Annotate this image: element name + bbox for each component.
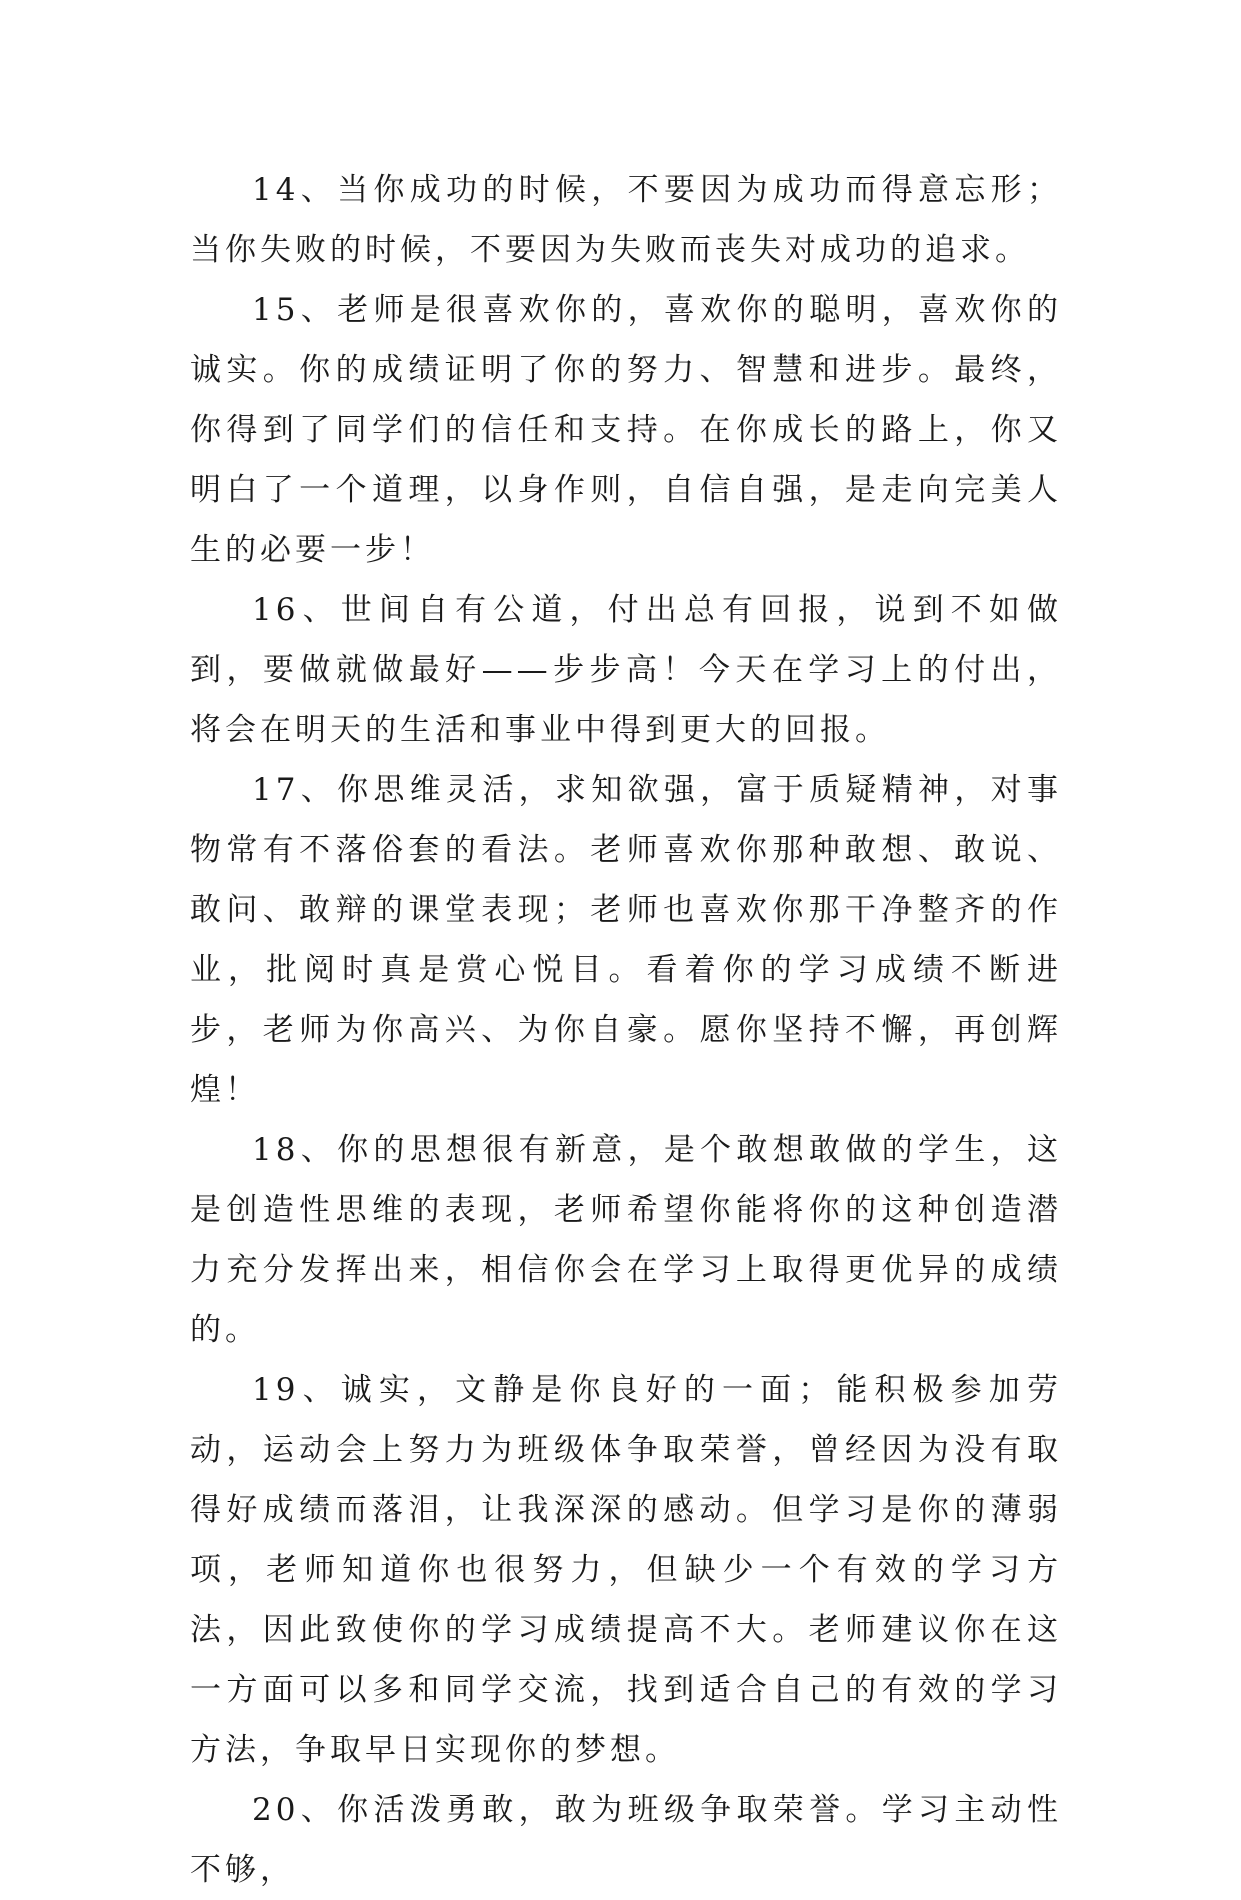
paragraph-17: 17、你思维灵活，求知欲强，富于质疑精神，对事物常有不落俗套的看法。老师喜欢你那种敢想、敢说、敢问、敢辩的课堂表现；老师也喜欢你那干净整齐的作业，批阅时真是赏心悦目。看着你的学习成绩不断进步，老师为你高兴、为你自豪。愿你坚持不懈，再创辉煌！	[190, 772, 1062, 1108]
paragraph-18: 18、你的思想很有新意，是个敢想敢做的学生，这是创造性思维的表现，老师希望你能将你的这种创造潜力充分发挥出来，相信你会在学习上取得更优异的成绩的。	[190, 1132, 1062, 1348]
paragraph-14: 14、当你成功的时候，不要因为成功而得意忘形；当你失败的时候，不要因为失败而丧失对成功的追求。	[190, 172, 1062, 268]
paragraph-15: 15、老师是很喜欢你的，喜欢你的聪明，喜欢你的诚实。你的成绩证明了你的努力、智慧和进步。最终，你得到了同学们的信任和支持。在你成长的路上，你又明白了一个道理，以身作则，自信自强，是走向完美人生的必要一步！	[190, 292, 1062, 568]
paragraph-19: 19、诚实，文静是你良好的一面；能积极参加劳动，运动会上努力为班级体争取荣誉，曾经因为没有取得好成绩而落泪，让我深深的感动。但学习是你的薄弱项，老师知道你也很努力，但缺少一个有效的学习方法，因此致使你的学习成绩提高不大。老师建议你在这一方面可以多和同学交流，找到适合自己的有效的学习方法，争取早日实现你的梦想。	[190, 1372, 1062, 1768]
document-body	[190, 160, 1062, 1900]
paragraph-16: 16、世间自有公道，付出总有回报，说到不如做到，要做就做最好——步步高！今天在学习上的付出，将会在明天的生活和事业中得到更大的回报。	[190, 592, 1062, 748]
paragraph-20: 20、你活泼勇敢，敢为班级争取荣誉。学习主动性不够，	[190, 1792, 1062, 1888]
